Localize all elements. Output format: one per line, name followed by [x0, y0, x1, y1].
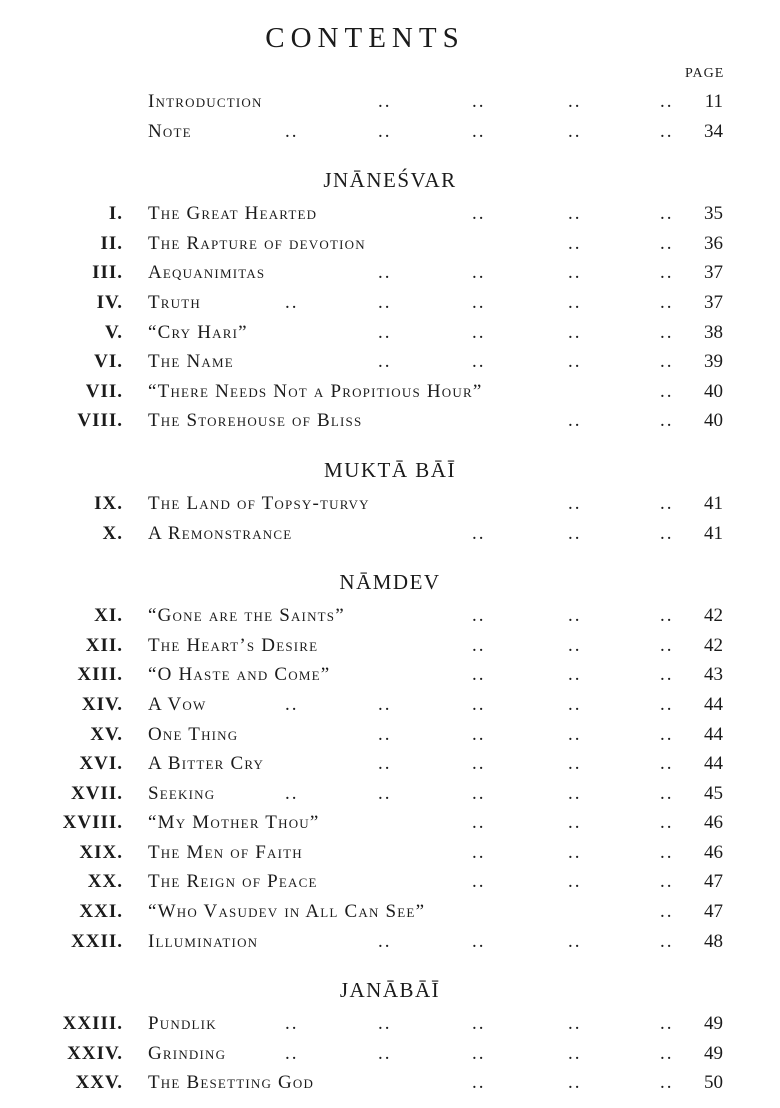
section-heading-text: MUKTĀ BĀĪ: [324, 457, 456, 482]
chapter-title: The Men of Faith: [148, 842, 307, 864]
page-number: 40: [704, 410, 723, 432]
chapter-number: VIII.: [77, 410, 123, 432]
dot-leader: ..: [660, 664, 674, 686]
dot-leader: ..: [660, 91, 674, 112]
toc-entry[interactable]: [0, 490, 780, 520]
page-number: 37: [704, 291, 723, 313]
dot-leader: ..: [472, 120, 486, 142]
dot-leader: ..: [568, 1042, 582, 1064]
dot-leader: ..: [568, 291, 582, 313]
dot-leader: ..: [660, 901, 674, 923]
toc-entry[interactable]: [0, 407, 780, 437]
table-of-contents: [0, 88, 780, 1099]
dot-leader: ..: [660, 693, 674, 715]
page-number: 44: [704, 753, 723, 775]
dot-leader: ..: [660, 605, 674, 627]
dot-leader: ..: [660, 522, 674, 544]
chapter-number: X.: [102, 522, 123, 544]
page-number: 50: [704, 1072, 723, 1094]
toc-entry[interactable]: [0, 348, 780, 378]
chapter-title: Aequanimitas: [148, 262, 269, 284]
dot-leader: ..: [472, 634, 486, 656]
dot-leader: ..: [568, 203, 582, 225]
toc-entry[interactable]: [0, 1069, 780, 1099]
dot-leader: ..: [660, 1013, 674, 1035]
dot-leader: ..: [285, 120, 299, 142]
toc-entry[interactable]: [0, 928, 780, 958]
section-heading-text: JANĀBĀĪ: [339, 978, 441, 1003]
section-heading: [0, 147, 780, 200]
dot-leader: ..: [285, 291, 299, 313]
toc-entry[interactable]: [0, 378, 780, 408]
dot-leader: ..: [568, 753, 582, 775]
dot-leader: ..: [568, 871, 582, 893]
chapter-title: The Land of Topsy-turvy: [148, 493, 374, 515]
chapter-title: Illumination: [148, 931, 262, 953]
dot-leader: ..: [568, 634, 582, 656]
chapter-title: “There Needs Not a Propitious Hour”: [148, 381, 486, 403]
page-number: 46: [704, 812, 723, 834]
chapter-title: The Besetting God: [148, 1072, 318, 1094]
chapter-title: Note: [148, 121, 196, 143]
dot-leader: ..: [568, 1072, 582, 1094]
chapter-number: XXV.: [75, 1072, 123, 1094]
dot-leader: ..: [378, 930, 392, 952]
dot-leader: ..: [660, 203, 674, 225]
chapter-number: IX.: [94, 492, 123, 514]
toc-entry[interactable]: [0, 88, 780, 118]
dot-leader: ..: [378, 1042, 392, 1064]
dot-leader: ..: [285, 782, 299, 804]
chapter-number: XII.: [85, 634, 123, 656]
page-number: 37: [704, 262, 723, 284]
toc-entry[interactable]: [0, 868, 780, 898]
dot-leader: ..: [472, 1072, 486, 1094]
chapter-title: The Great Hearted: [148, 203, 321, 225]
page-number: 47: [704, 901, 723, 923]
dot-leader: ..: [378, 321, 392, 343]
chapter-title: The Storehouse of Bliss: [148, 410, 366, 432]
chapter-number: XVII.: [71, 782, 123, 804]
page-number: 48: [704, 930, 723, 952]
dot-leader: ..: [660, 723, 674, 745]
dot-leader: ..: [660, 232, 674, 254]
dot-leader: ..: [568, 522, 582, 544]
chapter-number: II.: [100, 232, 123, 254]
section-heading: [0, 957, 780, 1010]
dot-leader: ..: [285, 693, 299, 715]
page-number: 34: [704, 120, 723, 142]
page-number: 44: [704, 723, 723, 745]
page-number: 42: [704, 605, 723, 627]
page-number: 35: [704, 203, 723, 225]
dot-leader: ..: [568, 930, 582, 952]
dot-leader: ..: [378, 262, 392, 284]
chapter-title: Grinding: [148, 1043, 230, 1065]
toc-entry[interactable]: [0, 691, 780, 721]
chapter-title: The Rapture of devotion: [148, 233, 370, 255]
toc-entry[interactable]: [0, 200, 780, 230]
dot-leader: ..: [472, 1042, 486, 1064]
page-number: 46: [704, 841, 723, 863]
dot-leader: ..: [472, 522, 486, 544]
dot-leader: ..: [378, 782, 392, 804]
chapter-title: Pundlik: [148, 1013, 221, 1035]
dot-leader: ..: [378, 723, 392, 745]
dot-leader: ..: [472, 321, 486, 343]
page-number: 36: [704, 232, 723, 254]
dot-leader: ..: [472, 351, 486, 373]
page-column-label: PAGE: [685, 66, 725, 81]
dot-leader: ..: [660, 492, 674, 514]
toc-entry[interactable]: [0, 289, 780, 319]
chapter-number: XXIV.: [67, 1042, 123, 1064]
dot-leader: ..: [285, 1042, 299, 1064]
dot-leader: ..: [660, 1072, 674, 1094]
dot-leader: ..: [660, 410, 674, 432]
dot-leader: ..: [568, 262, 582, 284]
chapter-number: VI.: [94, 351, 123, 373]
dot-leader: ..: [660, 841, 674, 863]
chapter-title: “My Mother Thou”: [148, 812, 324, 834]
dot-leader: ..: [568, 841, 582, 863]
dot-leader: ..: [568, 410, 582, 432]
dot-leader: ..: [472, 930, 486, 952]
dot-leader: ..: [472, 871, 486, 893]
dot-leader: ..: [660, 634, 674, 656]
dot-leader: ..: [660, 930, 674, 952]
dot-leader: ..: [568, 812, 582, 834]
dot-leader: ..: [472, 753, 486, 775]
dot-leader: ..: [568, 91, 582, 112]
page-number: 44: [704, 693, 723, 715]
dot-leader: ..: [472, 203, 486, 225]
page-number: 40: [704, 380, 723, 402]
dot-leader: ..: [568, 723, 582, 745]
dot-leader: ..: [660, 262, 674, 284]
section-heading-text: JNĀNEŚVAR: [323, 168, 457, 193]
dot-leader: ..: [568, 782, 582, 804]
page-number: 45: [704, 782, 723, 804]
section-heading-text: NĀMDEV: [339, 570, 441, 595]
toc-entry[interactable]: [0, 898, 780, 928]
page-title: CONTENTS: [265, 22, 465, 54]
dot-leader: ..: [472, 605, 486, 627]
toc-entry[interactable]: [0, 780, 780, 810]
dot-leader: ..: [472, 723, 486, 745]
dot-leader: ..: [660, 871, 674, 893]
chapter-number: XXII.: [71, 930, 123, 952]
dot-leader: ..: [568, 1013, 582, 1035]
toc-entry[interactable]: [0, 118, 780, 148]
toc-entry[interactable]: [0, 319, 780, 349]
dot-leader: ..: [568, 605, 582, 627]
dot-leader: ..: [285, 1013, 299, 1035]
section-heading: [0, 549, 780, 602]
dot-leader: ..: [472, 291, 486, 313]
chapter-number: XIX.: [79, 841, 123, 863]
section-heading: [0, 437, 780, 490]
dot-leader: ..: [378, 753, 392, 775]
chapter-number: III.: [92, 262, 123, 284]
page-number: 42: [704, 634, 723, 656]
chapter-title: One Thing: [148, 724, 242, 746]
dot-leader: ..: [660, 291, 674, 313]
page-number: 39: [704, 351, 723, 373]
chapter-number: XI.: [94, 605, 123, 627]
chapter-title: “Gone are the Saints”: [148, 605, 349, 627]
chapter-number: V.: [104, 321, 123, 343]
dot-leader: ..: [378, 120, 392, 142]
chapter-number: XIII.: [77, 664, 123, 686]
chapter-title: “Who Vasudev in All Can See”: [148, 901, 429, 923]
page-number: 11: [704, 91, 723, 112]
dot-leader: ..: [568, 664, 582, 686]
toc-entry[interactable]: [0, 721, 780, 751]
toc-entry[interactable]: [0, 1040, 780, 1070]
chapter-title: “O Haste and Come”: [148, 664, 334, 686]
chapter-number: IV.: [96, 291, 123, 313]
page-number: 38: [704, 321, 723, 343]
toc-entry[interactable]: [0, 230, 780, 260]
dot-leader: ..: [568, 492, 582, 514]
chapter-number: XX.: [87, 871, 123, 893]
dot-leader: ..: [568, 232, 582, 254]
page-number: 41: [704, 522, 723, 544]
dot-leader: ..: [568, 693, 582, 715]
chapter-title: “Cry Hari”: [148, 322, 252, 344]
chapter-number: I.: [108, 203, 123, 225]
chapter-title: Truth: [148, 292, 205, 314]
chapter-title: Seeking: [148, 783, 219, 805]
toc-entry[interactable]: [0, 661, 780, 691]
chapter-number: XVIII.: [62, 812, 123, 834]
dot-leader: ..: [660, 812, 674, 834]
chapter-number: XV.: [90, 723, 123, 745]
dot-leader: ..: [472, 693, 486, 715]
dot-leader: ..: [378, 91, 392, 112]
toc-entry[interactable]: [0, 839, 780, 869]
dot-leader: ..: [660, 380, 674, 402]
toc-entry[interactable]: [0, 602, 780, 632]
dot-leader: ..: [568, 351, 582, 373]
dot-leader: ..: [660, 782, 674, 804]
toc-entry[interactable]: [0, 259, 780, 289]
chapter-title: A Remonstrance: [148, 523, 296, 545]
toc-entry[interactable]: [0, 809, 780, 839]
dot-leader: ..: [472, 664, 486, 686]
dot-leader: ..: [378, 291, 392, 313]
toc-entry[interactable]: [0, 520, 780, 550]
dot-leader: ..: [660, 753, 674, 775]
chapter-number: XXI.: [79, 901, 123, 923]
dot-leader: ..: [472, 91, 486, 112]
chapter-title: The Heart’s Desire: [148, 635, 322, 657]
toc-entry[interactable]: [0, 1010, 780, 1040]
chapter-title: The Name: [148, 351, 238, 373]
chapter-title: Introduction: [148, 91, 267, 113]
chapter-number: XIV.: [81, 693, 123, 715]
page-number: 49: [704, 1042, 723, 1064]
page-number: 43: [704, 664, 723, 686]
page-number: 41: [704, 492, 723, 514]
chapter-title: A Bitter Cry: [148, 753, 268, 775]
chapter-title: A Vow: [148, 694, 210, 716]
dot-leader: ..: [378, 1013, 392, 1035]
toc-entry[interactable]: [0, 632, 780, 662]
chapter-number: XXIII.: [62, 1013, 123, 1035]
page-number: 47: [704, 871, 723, 893]
dot-leader: ..: [660, 120, 674, 142]
dot-leader: ..: [660, 351, 674, 373]
dot-leader: ..: [378, 693, 392, 715]
dot-leader: ..: [472, 1013, 486, 1035]
dot-leader: ..: [660, 321, 674, 343]
dot-leader: ..: [378, 351, 392, 373]
dot-leader: ..: [568, 321, 582, 343]
dot-leader: ..: [660, 1042, 674, 1064]
dot-leader: ..: [472, 812, 486, 834]
dot-leader: ..: [472, 262, 486, 284]
page-number: 49: [704, 1013, 723, 1035]
chapter-number: XVI.: [79, 753, 123, 775]
chapter-title: The Reign of Peace: [148, 871, 322, 893]
toc-entry[interactable]: [0, 750, 780, 780]
dot-leader: ..: [472, 841, 486, 863]
dot-leader: ..: [472, 782, 486, 804]
chapter-number: VII.: [85, 380, 123, 402]
dot-leader: ..: [568, 120, 582, 142]
